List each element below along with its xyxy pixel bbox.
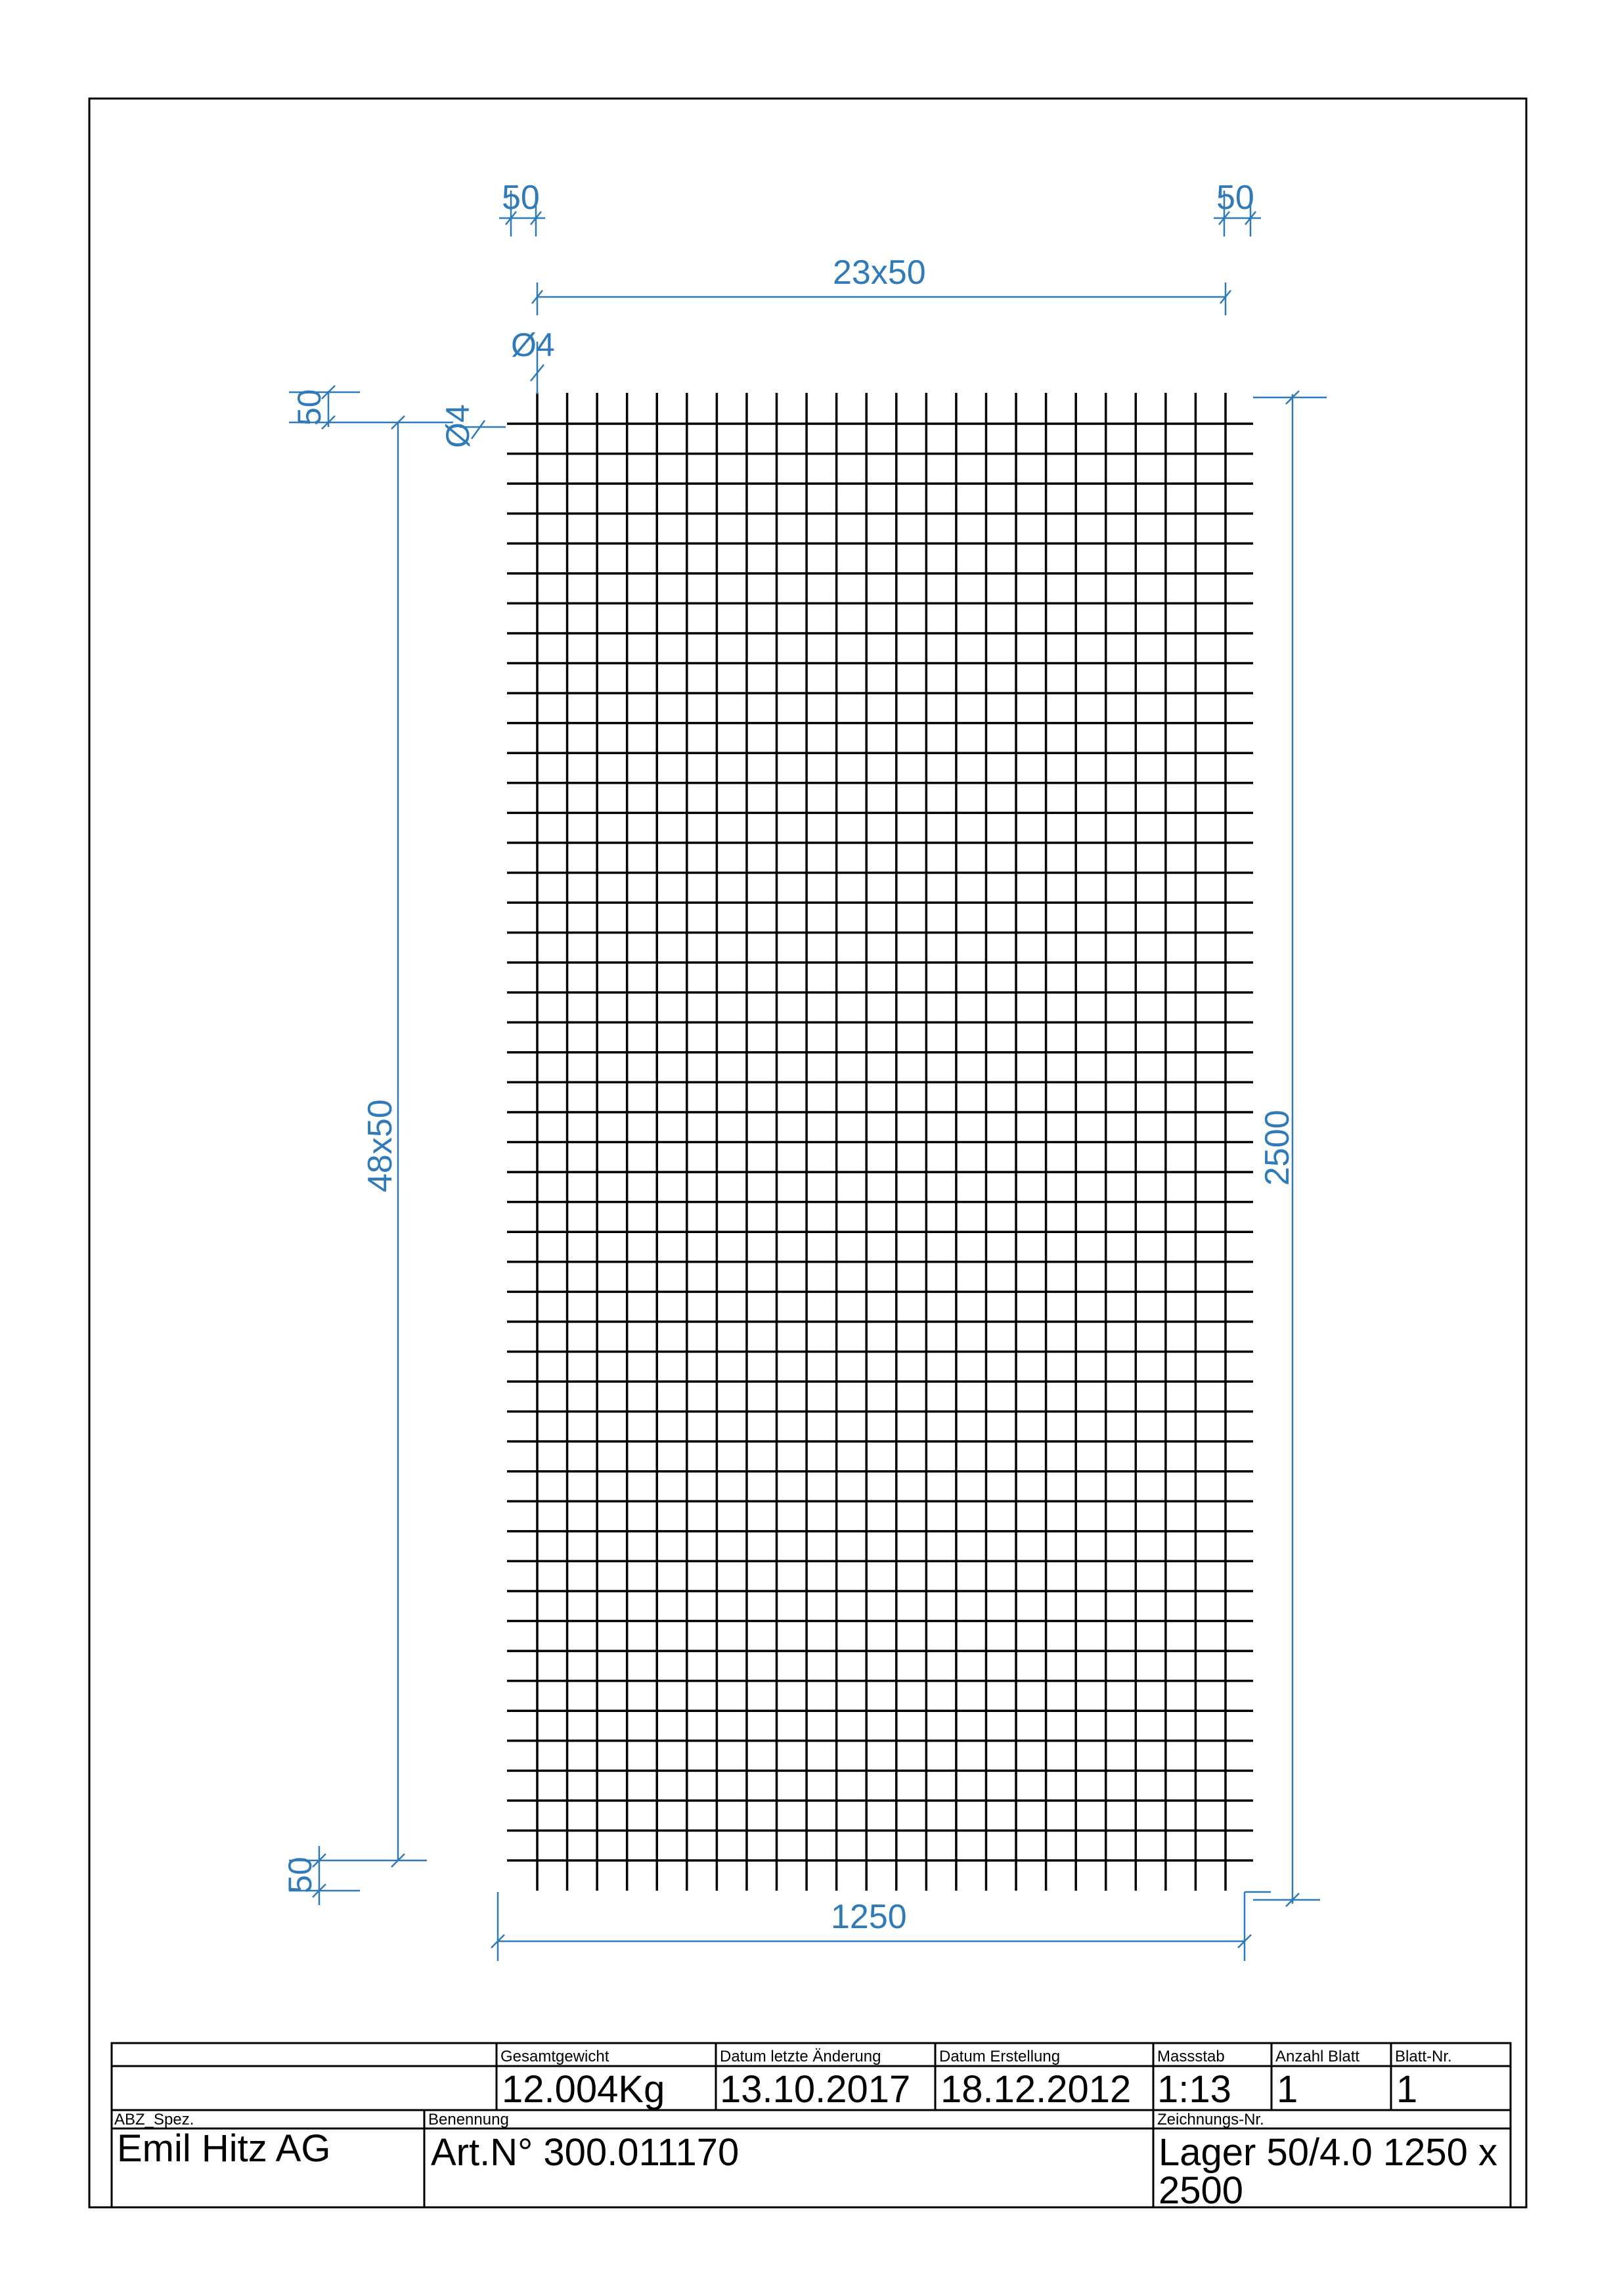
zeichnungs-label: Zeichnungs-Nr. — [1157, 2111, 1264, 2128]
zeichnungs-value-line2: 2500 — [1159, 2169, 1244, 2212]
dim-left-wire-diameter: Ø4 — [439, 404, 476, 448]
massstab-label: Massstab — [1157, 2048, 1225, 2065]
blatt-nr-value: 1 — [1396, 2068, 1418, 2111]
datum-erstellung-label: Datum Erstellung — [939, 2048, 1061, 2065]
datum-aenderung-value: 13.10.2017 — [720, 2068, 911, 2111]
zeichnungs-value-line1: Lager 50/4.0 1250 x — [1159, 2131, 1497, 2174]
datum-aenderung-label: Datum letzte Änderung — [720, 2048, 881, 2065]
dim-top-spacing: 23x50 — [833, 254, 926, 292]
anzahl-blatt-label: Anzahl Blatt — [1275, 2048, 1360, 2065]
dim-top-wire-diameter: Ø4 — [511, 326, 555, 363]
benennung-label: Benennung — [428, 2111, 509, 2128]
blatt-nr-label: Blatt-Nr. — [1395, 2048, 1452, 2065]
datum-erstellung-value: 18.12.2012 — [940, 2068, 1132, 2111]
anzahl-blatt-value: 1 — [1277, 2068, 1298, 2111]
benennung-value: Art.N° 300.011170 — [431, 2131, 740, 2174]
dim-right-height: 2500 — [1258, 1110, 1296, 1186]
company-name: Emil Hitz AG — [117, 2127, 331, 2170]
abz-label: ABZ_Spez. — [114, 2111, 194, 2128]
dimension-lines — [289, 191, 1327, 1961]
dim-top-right-margin: 50 — [1216, 179, 1254, 217]
dim-left-bottom-margin: 50 — [282, 1857, 319, 1893]
massstab-value: 1:13 — [1157, 2068, 1231, 2111]
wire-mesh — [507, 393, 1253, 1891]
dim-left-spacing: 48x50 — [361, 1099, 399, 1192]
gesamtgewicht-value: 12.004Kg — [502, 2068, 665, 2111]
dim-left-top-margin: 50 — [291, 389, 328, 426]
gesamtgewicht-label: Gesamtgewicht — [500, 2048, 609, 2065]
dim-bottom-width: 1250 — [831, 1898, 907, 1936]
dim-top-left-margin: 50 — [502, 179, 540, 217]
